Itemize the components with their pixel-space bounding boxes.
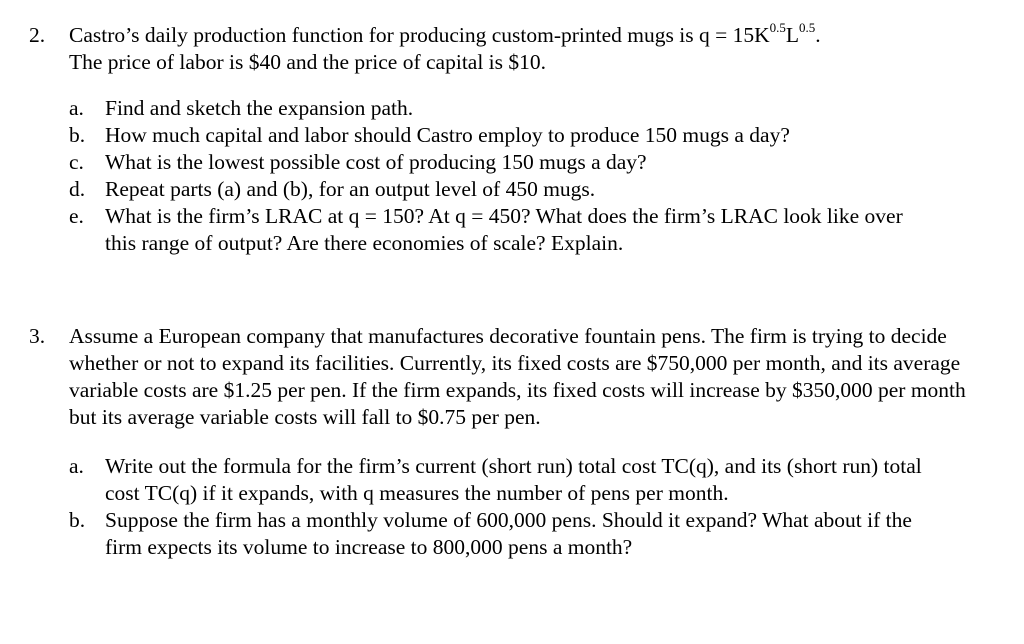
labor-symbol: L: [785, 23, 800, 47]
line-end-period: .: [815, 23, 821, 47]
part-letter: b.: [69, 508, 86, 532]
problem-2-part-e: [69, 203, 989, 257]
part-letter: a.: [69, 454, 84, 478]
problem-3-part-b: [69, 507, 989, 561]
problem-2-line-2: The price of labor is $40 and the price of capital is $10.: [69, 50, 547, 74]
problem-3-part-a: [69, 453, 989, 507]
part-text: Find and sketch the expansion path.: [105, 96, 414, 120]
problem-2-line-1-text: Castro’s daily production function for producing custom-printed mugs is q = 15K: [69, 23, 770, 47]
part-text: Suppose the firm has a monthly volume of 600,000 pens. Should it expand? What about if the firm expects its volume to increase to 800,000 pens a month?: [105, 508, 912, 559]
problem-2-part-d: [69, 176, 989, 203]
problem-3-stem: [29, 323, 989, 431]
part-letter: e.: [69, 204, 84, 228]
problem-2-parts: [29, 95, 989, 257]
problem-2-part-a: [69, 95, 989, 122]
part-letter: a.: [69, 96, 84, 120]
problem-2-number: 2.: [29, 23, 46, 47]
problem-2-part-c: [69, 149, 989, 176]
exponent-k: 0.5: [769, 19, 786, 35]
problem-2-stem: [29, 19, 989, 76]
part-letter: b.: [69, 123, 86, 147]
problem-3-text: Assume a European company that manufactures decorative fountain pens. The firm is trying to decide whether or not to expand its facilities. Currently, its fixed costs are $750,000 per month, and its average variable costs are $1.25 per pen. If the firm expands, its fixed costs will increase by $350,000 per month but its average variable costs will fall to $0.75 per pen.: [69, 324, 966, 429]
part-letter: d.: [69, 177, 86, 201]
problem-2: [29, 19, 989, 257]
problem-3-number: 3.: [29, 324, 46, 348]
part-text: Repeat parts (a) and (b), for an output level of 450 mugs.: [105, 177, 596, 201]
part-letter: c.: [69, 150, 84, 174]
part-text: Write out the formula for the firm’s current (short run) total cost TC(q), and its (short run) total cost TC(q) if it expands, with q measures the number of pens per month.: [105, 454, 922, 505]
problem-2-line-1: [69, 19, 989, 49]
part-text: What is the firm’s LRAC at q = 150? At q = 450? What does the firm’s LRAC look like over this range of output? Are there economies of scale? Explain.: [105, 204, 903, 255]
exponent-l: 0.5: [799, 19, 816, 35]
part-text: How much capital and labor should Castro employ to produce 150 mugs a day?: [105, 123, 790, 147]
problem-2-text: [69, 19, 989, 76]
problem-2-part-b: [69, 122, 989, 149]
problem-3: [29, 323, 989, 561]
part-text: What is the lowest possible cost of producing 150 mugs a day?: [105, 150, 647, 174]
problem-3-parts: [29, 453, 989, 561]
